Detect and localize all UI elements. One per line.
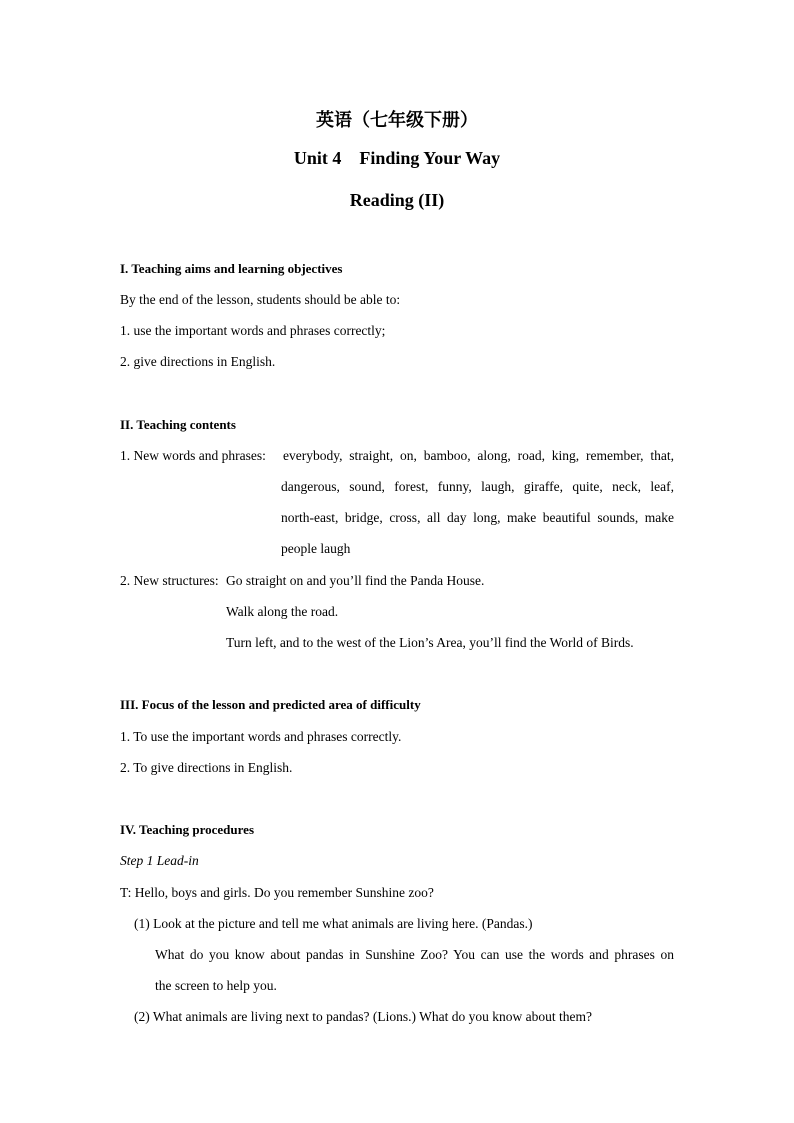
unit-title: Unit 4 Finding Your Way bbox=[293, 148, 501, 168]
words-line-1: everybody, straight, on, bamboo, along, road, king, remember, that, bbox=[283, 448, 674, 463]
words-line-2: dangerous, sound, forest, funny, laugh, giraffe, quite, neck, leaf, bbox=[281, 479, 674, 494]
section-4-heading: IV. Teaching procedures bbox=[120, 822, 255, 837]
structures-label: 2. New structures: bbox=[120, 573, 219, 588]
step-1-title: Step 1 Lead-in bbox=[120, 853, 199, 868]
section-2-heading: II. Teaching contents bbox=[120, 417, 236, 432]
section-1-intro: By the end of the lesson, students should be able to: bbox=[120, 292, 401, 307]
section-3-item-1: 1. To use the important words and phrases correctly. bbox=[120, 729, 402, 744]
lesson-title: Reading (II) bbox=[349, 190, 445, 210]
structure-2: Walk along the road. bbox=[226, 604, 339, 619]
words-line-4: people laugh bbox=[281, 541, 351, 556]
words-line-3: north-east, bridge, cross, all day long, make beautiful sounds, make bbox=[281, 510, 674, 525]
question-2: (2) What animals are living next to pandas? (Lions.) What do you know about them? bbox=[134, 1009, 593, 1024]
structure-1: Go straight on and you’ll find the Panda House. bbox=[226, 573, 485, 588]
section-1-heading: I. Teaching aims and learning objectives bbox=[120, 261, 343, 276]
structure-3: Turn left, and to the west of the Lion’s Area, you’ll find the World of Birds. bbox=[226, 635, 634, 650]
words-label: 1. New words and phrases: bbox=[120, 448, 266, 463]
section-3-item-2: 2. To give directions in English. bbox=[120, 760, 293, 775]
section-3-heading: III. Focus of the lesson and predicted area of difficulty bbox=[120, 697, 421, 712]
question-1-cont-1: What do you know about pandas in Sunshine Zoo? You can use the words and phrases on bbox=[155, 947, 674, 962]
document-title: 英语（七年级下册） bbox=[316, 110, 478, 130]
section-1-item-2: 2. give directions in English. bbox=[120, 354, 276, 369]
question-1: (1) Look at the picture and tell me what animals are living here. (Pandas.) bbox=[134, 916, 533, 931]
teacher-line: T: Hello, boys and girls. Do you remember Sunshine zoo? bbox=[120, 885, 434, 900]
question-1-cont-2: the screen to help you. bbox=[155, 978, 277, 993]
section-1-item-1: 1. use the important words and phrases correctly; bbox=[120, 323, 386, 338]
